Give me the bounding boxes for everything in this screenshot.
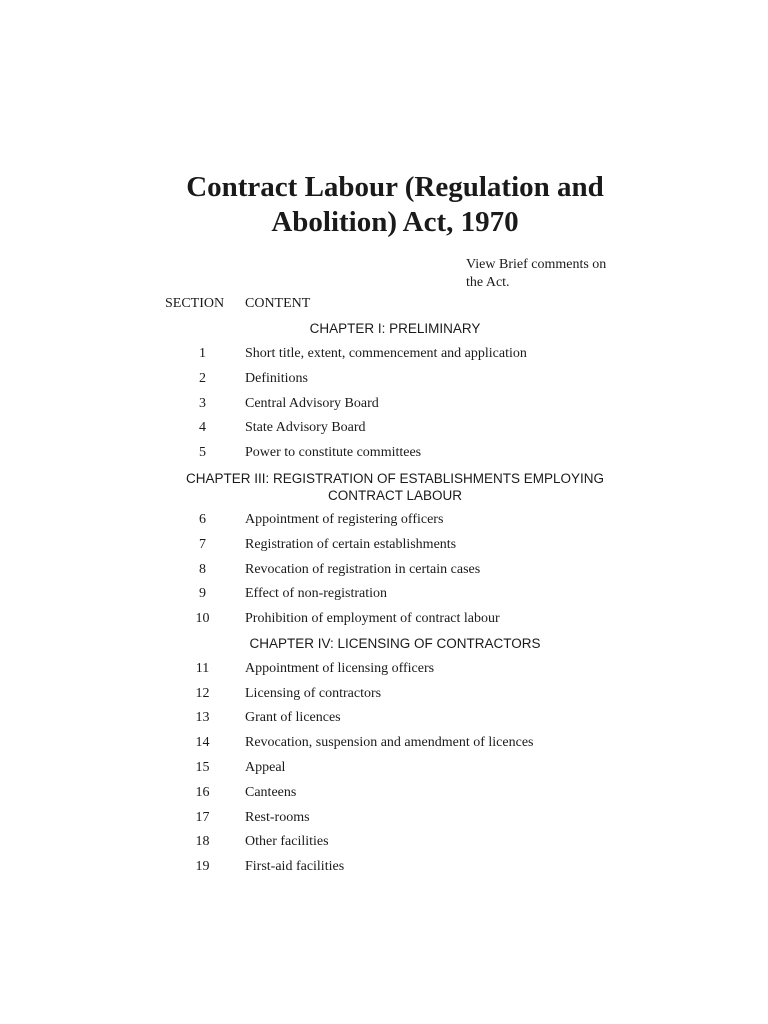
toc-row[interactable] xyxy=(160,342,630,367)
toc-row[interactable] xyxy=(160,532,630,557)
section-number: 6 xyxy=(199,511,206,527)
section-number: 9 xyxy=(199,586,206,602)
toc-row[interactable] xyxy=(160,656,630,681)
toc-row[interactable] xyxy=(160,805,630,830)
section-title[interactable]: Effect of non-registration xyxy=(245,586,388,602)
section-number: 19 xyxy=(195,859,210,875)
toc-row[interactable] xyxy=(160,607,630,632)
section-title[interactable]: Registration of certain establishments xyxy=(245,536,457,552)
view-comments-link[interactable] xyxy=(466,256,636,292)
toc-row[interactable] xyxy=(160,416,630,441)
section-number: 5 xyxy=(199,445,206,461)
section-title[interactable]: Revocation, suspension and amendment of licences xyxy=(245,735,534,751)
section-number: 15 xyxy=(195,759,210,775)
section-number: 10 xyxy=(195,611,210,627)
section-title[interactable]: Short title, extent, commencement and application xyxy=(245,345,527,361)
section-title[interactable]: Grant of licences xyxy=(245,710,341,726)
toc-header-row xyxy=(160,292,630,317)
chapter-3-line-1: CHAPTER III: REGISTRATION OF ESTABLISHMENTS EMPLOYING xyxy=(185,470,605,486)
section-title[interactable]: Appeal xyxy=(245,759,286,775)
section-title[interactable]: Licensing of contractors xyxy=(245,685,382,701)
chapter-heading-4: CHAPTER IV: LICENSING OF CONTRACTORS xyxy=(249,635,541,651)
toc-row[interactable] xyxy=(160,508,630,533)
section-title[interactable]: State Advisory Board xyxy=(245,420,366,436)
section-title[interactable]: Appointment of registering officers xyxy=(245,511,444,527)
section-title[interactable]: Appointment of licensing officers xyxy=(245,660,435,676)
comments-link-line-2: the Act. xyxy=(466,275,510,290)
toc-row[interactable] xyxy=(160,706,630,731)
document-title xyxy=(160,170,630,240)
toc-row[interactable] xyxy=(160,441,630,466)
section-title[interactable]: Canteens xyxy=(245,784,297,800)
section-number: 8 xyxy=(199,561,206,577)
section-number: 11 xyxy=(195,660,210,676)
toc-row[interactable] xyxy=(160,391,630,416)
content-column-header: CONTENT xyxy=(245,296,311,312)
chapter-heading-1: CHAPTER I: PRELIMINARY xyxy=(309,320,481,336)
toc-row[interactable] xyxy=(160,780,630,805)
section-number: 17 xyxy=(195,809,210,825)
section-number: 12 xyxy=(195,685,210,701)
title-line-1: Contract Labour (Regulation and xyxy=(186,171,604,203)
section-number: 7 xyxy=(199,536,206,552)
title-line-2: Abolition) Act, 1970 xyxy=(271,206,519,238)
toc-row[interactable] xyxy=(160,557,630,582)
section-title[interactable]: Rest-rooms xyxy=(245,809,310,825)
section-number: 14 xyxy=(195,735,210,751)
section-number: 3 xyxy=(199,395,206,411)
table-of-contents xyxy=(160,292,630,880)
section-number: 2 xyxy=(199,370,206,386)
section-number: 18 xyxy=(195,834,210,850)
toc-row[interactable] xyxy=(160,756,630,781)
toc-row[interactable] xyxy=(160,582,630,607)
section-title[interactable]: Revocation of registration in certain cases xyxy=(245,561,481,577)
toc-row[interactable] xyxy=(160,731,630,756)
section-number: 1 xyxy=(199,345,206,361)
section-title[interactable]: Central Advisory Board xyxy=(245,395,379,411)
section-number: 13 xyxy=(195,710,210,726)
section-column-header: SECTION xyxy=(165,296,225,312)
section-title[interactable]: Other facilities xyxy=(245,834,329,850)
comments-link-line-1: View Brief comments on xyxy=(466,257,607,272)
section-number: 4 xyxy=(199,420,206,436)
toc-row[interactable] xyxy=(160,366,630,391)
section-title[interactable]: Definitions xyxy=(245,370,308,386)
chapter-heading-3 xyxy=(160,466,630,508)
section-title[interactable]: Power to constitute committees xyxy=(245,445,422,461)
section-title[interactable]: First-aid facilities xyxy=(245,859,345,875)
toc-row[interactable] xyxy=(160,681,630,706)
toc-row[interactable] xyxy=(160,855,630,880)
section-title[interactable]: Prohibition of employment of contract labour xyxy=(245,611,500,627)
chapter-3-line-2: CONTRACT LABOUR xyxy=(327,487,463,503)
section-number: 16 xyxy=(195,784,210,800)
toc-row[interactable] xyxy=(160,830,630,855)
